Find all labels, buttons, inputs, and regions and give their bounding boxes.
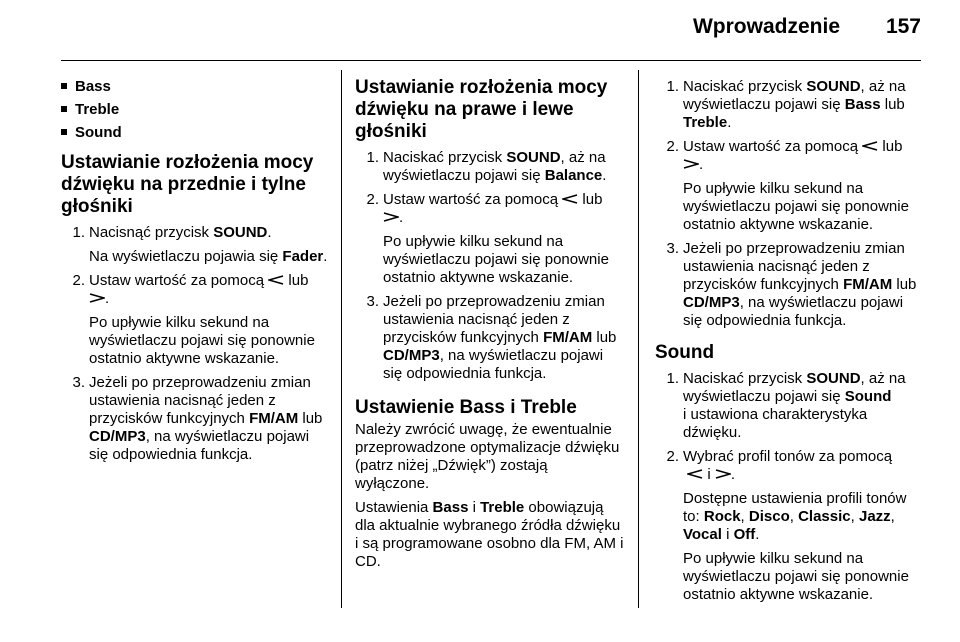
left-triangle-icon [268, 275, 284, 285]
right-triangle-icon [383, 212, 399, 222]
section-heading: Ustawianie rozłożenia mocy dźwięku na przednie i tylne głośniki [61, 152, 314, 217]
bullet-item: Treble [61, 101, 331, 119]
section-heading: Sound [655, 342, 715, 363]
right-triangle-icon [715, 469, 731, 479]
section-heading: Ustawianie rozłożenia mocy dźwięku na prawe i lewe głośniki [355, 77, 608, 142]
bullet-square-icon [61, 83, 67, 89]
step-1: 1. Nacisnąć przycisk SOUND. Na wyświetlaczu pojawia się Fader. [72, 224, 328, 265]
bullet-item: Bass [61, 78, 331, 96]
left-triangle-icon [687, 469, 703, 479]
step-1: 1. Naciskać przycisk SOUND, aż na wyświetlaczu pojawi się Bass lub Treble. [666, 78, 906, 131]
step-2: 2. Ustaw wartość za pomocą lub . Po upływie kilku sekund na wyświetlaczu pojawi się ponownie ostatnio aktywne wskazanie. [72, 272, 315, 367]
column-3 [655, 78, 925, 610]
column-2 [355, 77, 625, 577]
page-header-title: Wprowadzenie [692, 15, 840, 38]
step-2: 2. Ustaw wartość za pomocą lub . Po upływie kilku sekund na wyświetlaczu pojawi się ponownie ostatnio aktywne wskazanie. [666, 138, 909, 233]
paragraph: Ustawienia Bass i Treble obowiązują dla aktualnie wybranego źródła dźwięku i są programowane osobno dla FM, AM i CD. [355, 499, 624, 570]
column-divider-2 [638, 70, 639, 608]
step-3: 3. Jeżeli po przeprowadzeniu zmian ustawienia nacisnąć jeden z przycisków funkcyjnych FM/AM lub CD/MP3, na wyświetlaczu pojawi się odpowiednia funkcja. [366, 293, 617, 382]
right-triangle-icon [89, 293, 105, 303]
step-1: 1. Naciskać przycisk SOUND, aż na wyświetlaczu pojawi się Balance. [366, 149, 607, 184]
right-triangle-icon [683, 159, 699, 169]
step-2: 2. Ustaw wartość za pomocą lub . Po upływie kilku sekund na wyświetlaczu pojawi się ponownie ostatnio aktywne wskazanie. [366, 191, 609, 286]
left-triangle-icon [862, 141, 878, 151]
step-2: 2. Wybrać profil tonów za pomocą i . Dostępne ustawienia profili tonów to: Rock, Disco, Classic, Jazz, Vocal i Off. Po upływie kilku sekund na wyświetlaczu pojawi się ponownie ostatnio aktywne wskazanie. [666, 448, 909, 603]
column-1 [61, 78, 331, 470]
bullet-square-icon [61, 129, 67, 135]
step-1: 1. Naciskać przycisk SOUND, aż na wyświetlaczu pojawi się Sound i ustawiona charakterystyka dźwięku. [666, 370, 906, 441]
column-divider-1 [341, 70, 342, 608]
paragraph: Należy zwrócić uwagę, że ewentualnie przeprowadzone optymalizacje dźwięku (patrz niżej „Dźwięk”) zostają wyłączone. [355, 421, 620, 492]
page-number: 157 [885, 15, 921, 38]
step-3: 3. Jeżeli po przeprowadzeniu zmian ustawienia nacisnąć jeden z przycisków funkcyjnych FM/AM lub CD/MP3, na wyświetlaczu pojawi się odpowiednia funkcja. [666, 240, 917, 329]
left-triangle-icon [562, 194, 578, 204]
bullet-square-icon [61, 106, 67, 112]
section-heading: Ustawienie Bass i Treble [355, 397, 577, 418]
bullet-item: Sound [61, 124, 331, 142]
header-rule [61, 60, 921, 61]
step-3: 3. Jeżeli po przeprowadzeniu zmian ustawienia nacisnąć jeden z przycisków funkcyjnych FM/AM lub CD/MP3, na wyświetlaczu pojawi się odpowiednia funkcja. [72, 374, 323, 463]
